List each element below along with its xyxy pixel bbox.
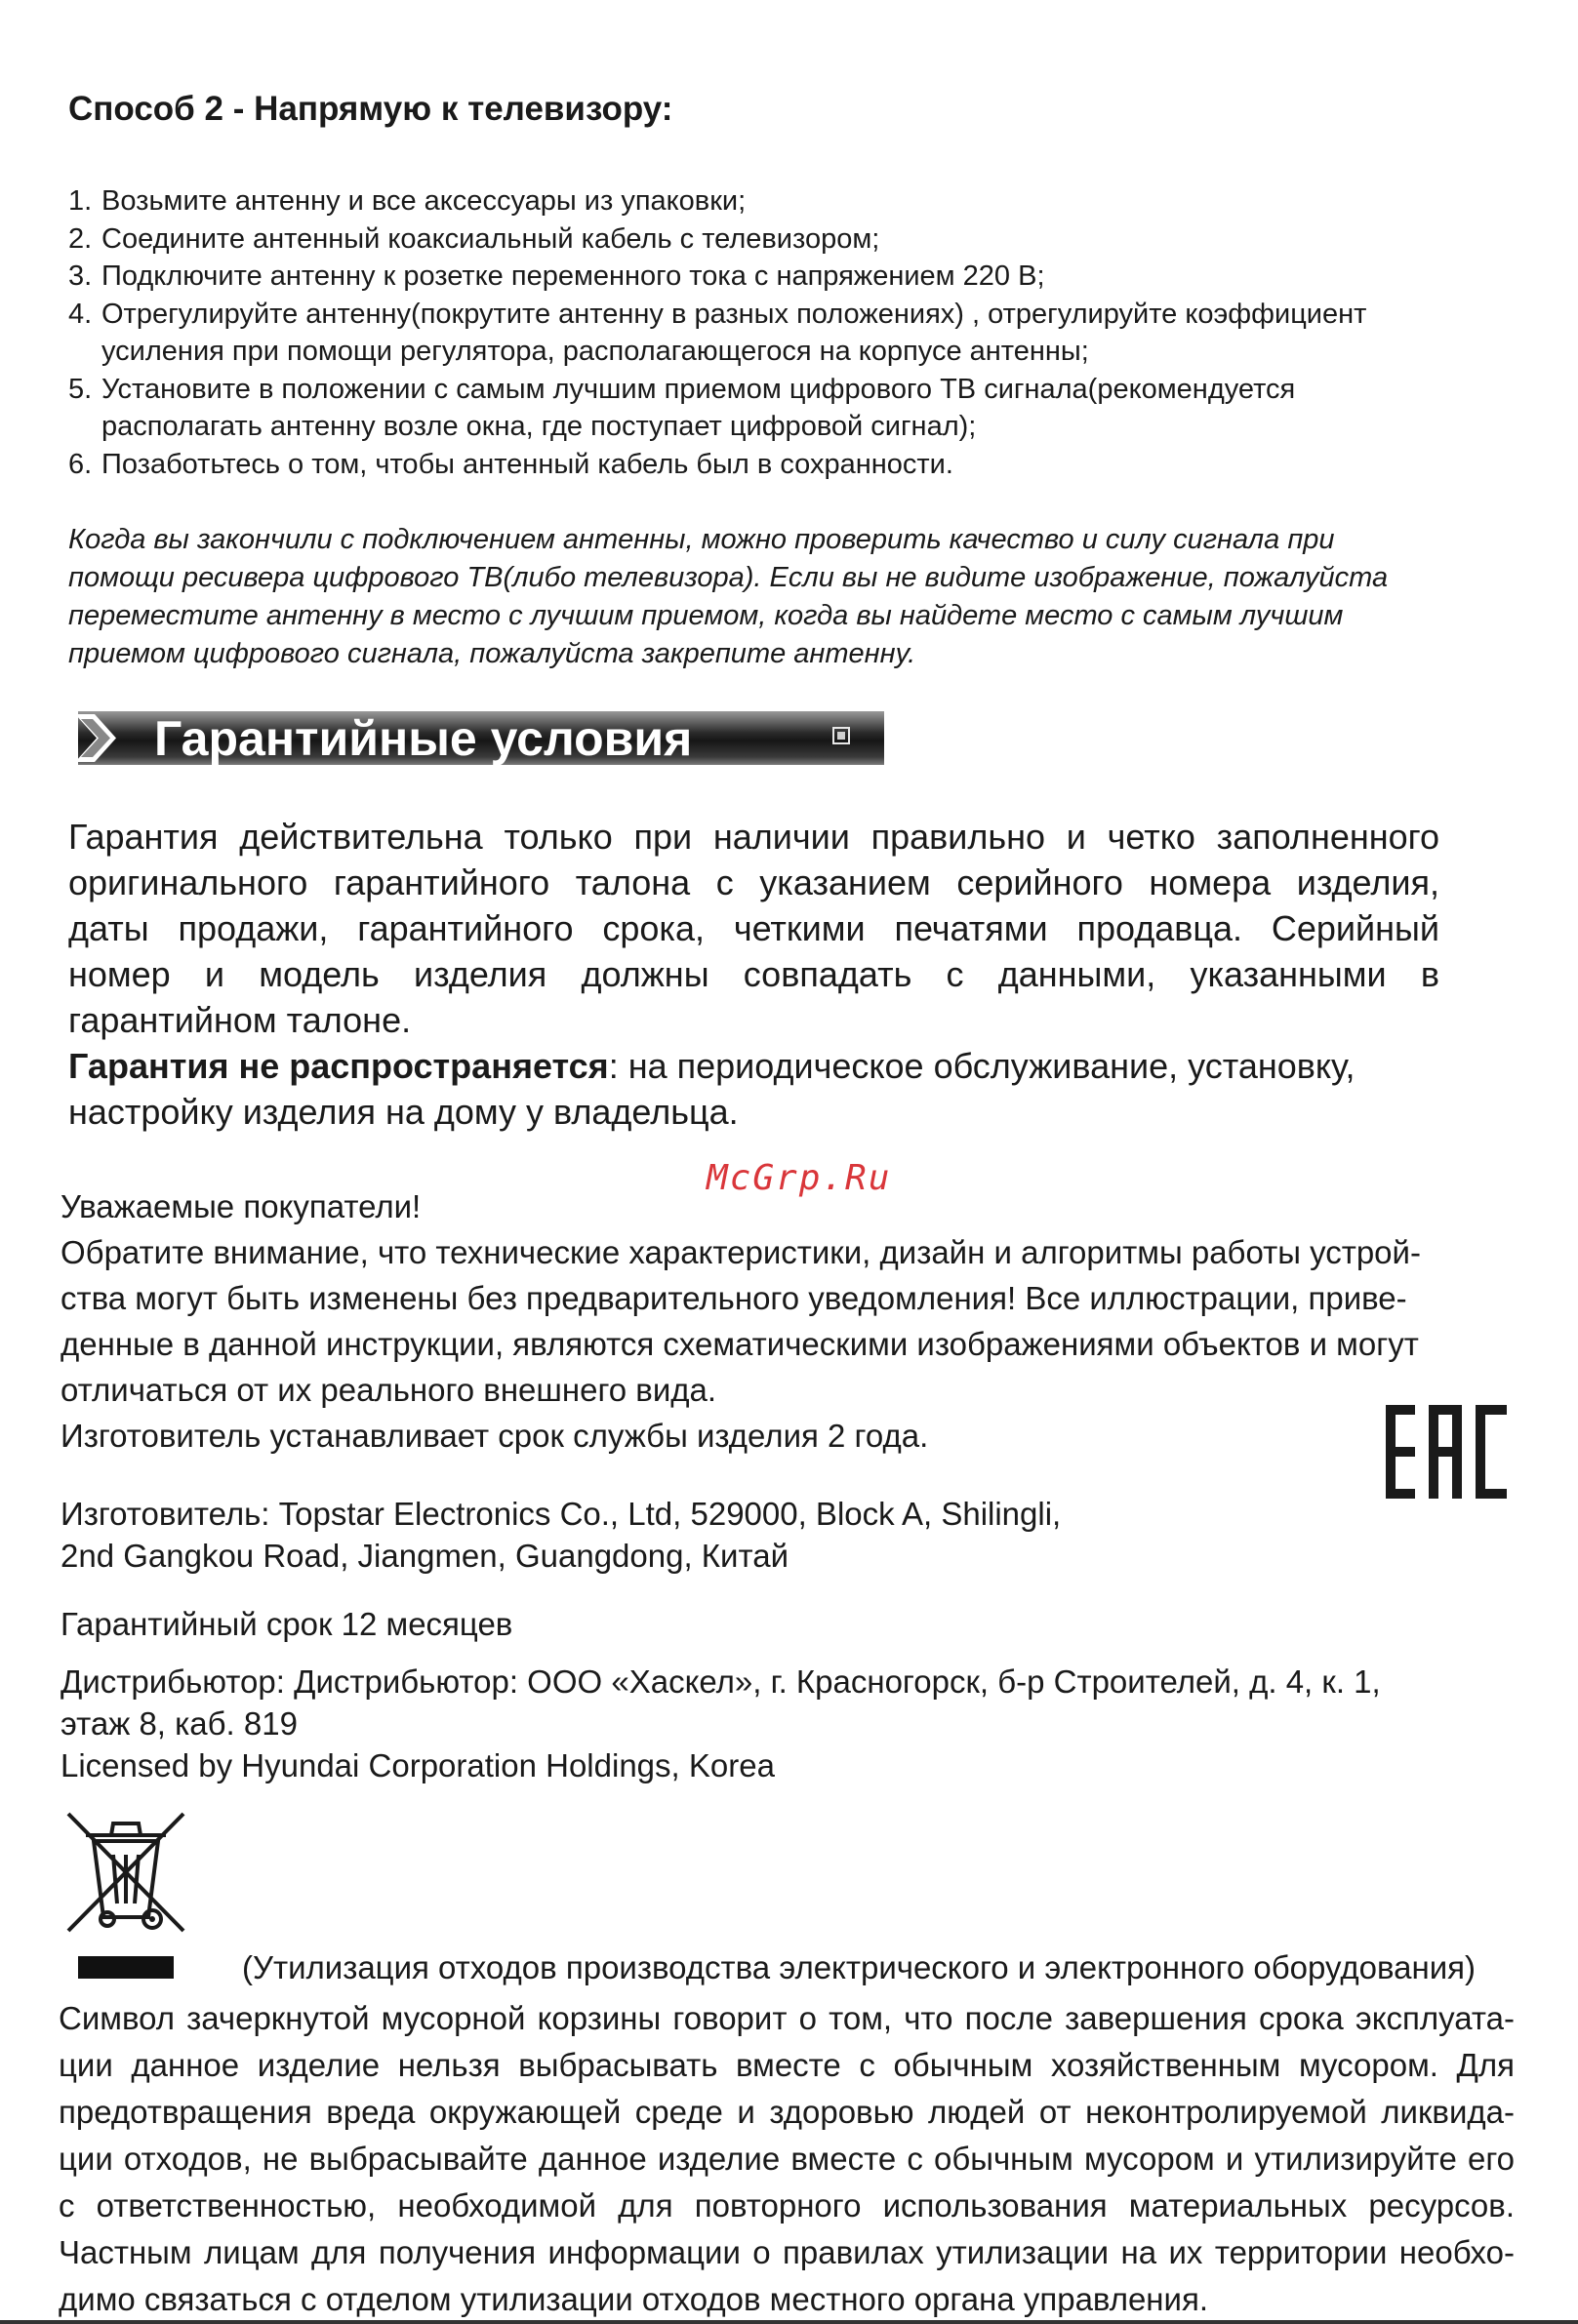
steps-list	[68, 182, 1532, 483]
page-bottom-rule	[0, 2320, 1578, 2324]
list-item: 3. Подключите антенну к розетке переменного тока с напряжением 220 В;	[68, 260, 1045, 292]
disposal-title: (Утилизация отходов производства электрического и электронного оборудования)	[242, 1949, 1477, 1985]
crossed-bin-icon	[64, 1810, 187, 1935]
warranty-exclusion-bold: Гарантия не распространяется	[68, 1046, 609, 1086]
list-item: 6. Позаботьтесь о том, чтобы антенный кабель был в сохранности.	[68, 448, 953, 480]
black-bar	[78, 1956, 174, 1979]
disposal-text: Символ зачеркнутой мусорной корзины говорит о том, что после завершения срока эксплуата- ции данное изделие нельзя выбрасывать вместе с обычным хозяйственным мусором. Для предотвращения вреда окружающей среде и здоровью людей от неконтролируемой ликвида- ции отходов, не выбрасывайте данное изделие вместе с обычным мусором и утилизируйте его с ответственностью, необходимой для повторного использования материальных ресурсов. Частным лицам для получения информации о правилах утилизации на их территории необхо- димо связаться с отделом утилизации отходов местного органа управления.	[59, 2000, 1515, 2317]
list-item: 5. Установите в положении с самым лучшим приемом цифрового ТВ сигнала(рекомендуется располагать антенну возле окна, где поступает цифровой сигнал);	[68, 373, 1296, 442]
eac-mark-icon	[1386, 1405, 1507, 1499]
warranty-period: Гарантийный срок 12 месяцев	[61, 1606, 513, 1642]
list-item: 4. Отрегулируйте антенну(покрутите антенну в разных положениях) , отрегулируйте коэффициент усиления при помощи регулятора, располагающегося на корпусе антенны;	[68, 298, 1367, 367]
list-item: 2. Соедините антенный коаксиальный кабель с телевизором;	[68, 222, 880, 255]
method-heading: Способ 2 - Напрямую к телевизору:	[68, 90, 673, 128]
chevron-right-icon	[75, 711, 138, 765]
warranty-banner	[78, 711, 884, 765]
list-item: 1. Возьмите антенну и все аксессуары из упаковки;	[68, 185, 747, 217]
italic-note: Когда вы закончили с подключением антенны, можно проверить качество и силу сигнала при помощи ресивера цифрового ТВ(либо телевизора). Если вы не видите изображение, пожалуйста переместите антенну в место с лучшим приемом, когда вы найдете место с самым лучшим приемом цифрового сигнала, пожалуйста закрепите антенну.	[68, 524, 1389, 669]
square-icon	[832, 727, 850, 744]
watermark: McGrp.Ru	[707, 1158, 892, 1198]
warranty-text: Гарантия действительна только при наличии правильно и четко заполненного оригинального гарантийного талона с указанием серийного номера изделия, даты продажи, гарантийного срока, четкими печатями продавца. Серийный номер и модель изделия должны совпадать с данными, указанными в гарантийном талоне. Гарантия не распространяется: на периодическое обслуживание, установку, настройку изделия на дому у владельца.	[68, 817, 1439, 1132]
distributor: Дистрибьютор: Дистрибьютор: ООО «Хаскел», г. Красногорск, б-р Строителей, д. 4, к. 1, этаж 8, каб. 819 Licensed by Hyundai Corporation Holdings, Korea	[61, 1663, 1381, 1783]
customer-notice: Уважаемые покупатели! Обратите внимание, что технические характеристики, дизайн и алгоритмы работы устрой- ства могут быть изменены без предварительного уведомления! Все иллюстрации, приве- денные в данной инструкции, являются схематическими изображениями объектов и могут отличаться от их реального внешнего вида. Изготовитель устанавливает срок службы изделия 2 года.	[61, 1188, 1421, 1454]
manufacturer: Изготовитель: Topstar Electronics Co., Ltd, 529000, Block A, Shilingli, 2nd Gangkou Road, Jiangmen, Guangdong, Китай	[61, 1496, 1062, 1574]
banner-title: Гарантийные условия	[154, 711, 693, 766]
